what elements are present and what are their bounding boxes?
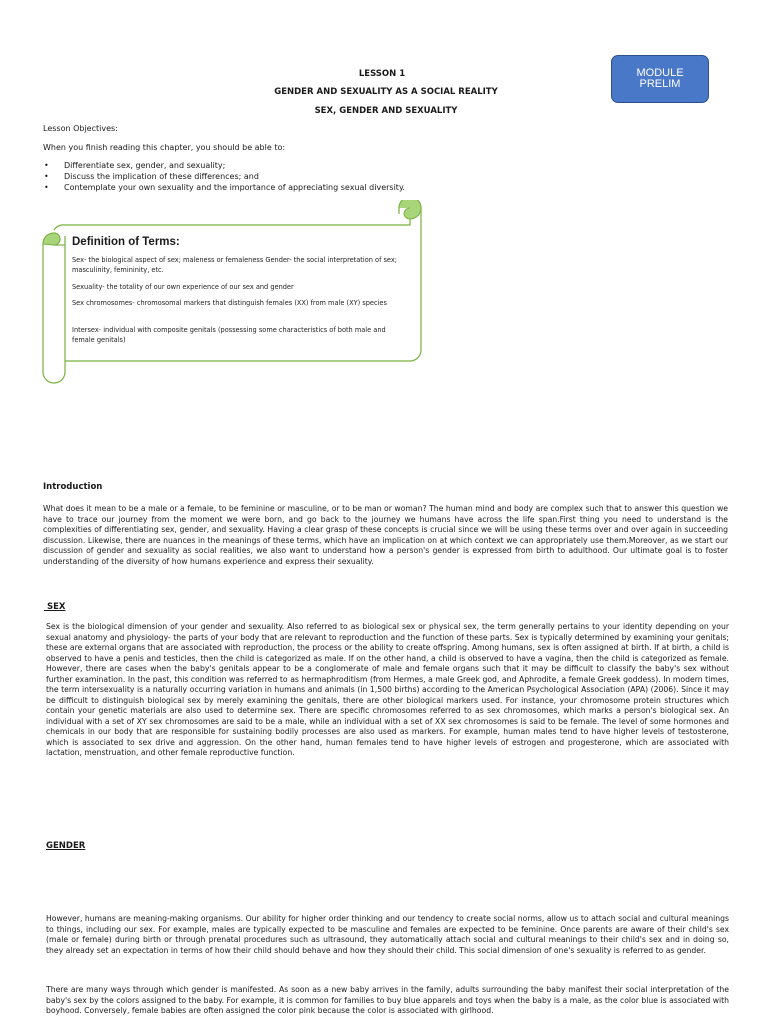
objective-item: • Contemplate your own sexuality and the importance of appreciating sexual diversity. bbox=[43, 182, 405, 193]
gender-heading: GENDER bbox=[46, 841, 86, 851]
lesson-title: GENDER AND SEXUALITY AS A SOCIAL REALITY bbox=[274, 87, 498, 97]
sex-paragraph: Sex is the biological dimension of your gender and sexuality. Also referred to as biological sex or physical sex, the term generally pertains to your identity depending on your sexual anatomy and physiology- the parts of your body that are relevant to reproduction and the function of these parts. Sex is typically determined by examining your genitals; these are external organs that are associated with reproduction, the process or the ability to create offspring. Among humans, sex is often assigned at birth. If at birth, a child is observed to have a penis and testicles, then the child is categorized as male. If on the other hand, a child is observed to have a vagina, then the child is categorized as female. However, there are cases when the baby's genitals appear to be a conglomerate of male and female organs such that it may be difficult to classify the baby's sex without further examination. In the past, this condition was referred to as hermaphroditism (from Hermes, a male Greek god, and Aphrodite, a female Greek goddess). In modern times, the term intersexuality is a naturally occurring variation in humans and animals (in 1,500 births) according to the American Psychological Association (APA) (2006). Since it may be difficult to distinguish biological sex by merely examining the genitals, there are other biological markers used. For instance, your chromosome protein structures which contain your genetic materials are also used to determine sex. There are specific chromosomes referred to as sex chromosomes, which marks a person's biological sex. An individual with a set of XY sex chromosomes are said to be a male, while an individual with a set of XX sex chromosomes is said to be female. The level of some hormones and chemicals in our body that are responsible for sustaining bodily processes are also used as markers. For example, human males tend to have higher levels of testosterone, which is associated to sex drive and aggression. On the other hand, human females tend to have higher levels of estrogen and progesterone, which are associated with lactation, menstruation, and other female reproductive function. bbox=[46, 622, 729, 757]
badge-line-1: MODULE bbox=[636, 67, 684, 79]
objectives-list bbox=[43, 160, 405, 193]
lesson-subtitle: SEX, GENDER AND SEXUALITY bbox=[314, 106, 458, 116]
objective-item: • Discuss the implication of these differences; and bbox=[43, 171, 405, 182]
badge-line-2: PRELIM bbox=[639, 78, 681, 90]
definition-item: Sexuality- the totality of our own experience of our sex and gender bbox=[72, 283, 294, 291]
introduction-heading: Introduction bbox=[43, 482, 103, 492]
objective-item: • Differentiate sex, gender, and sexuality; bbox=[43, 160, 405, 171]
introduction-paragraph: What does it mean to be a male or a female, to be feminine or masculine, or to be man or woman? The human mind and body are complex such that to answer this question we have to trace our journey from the moment we were born, and go back to the journey we humans have across the life span.First thing you need to understand is the complexities of differentiating sex, gender, and sexuality. Having a clear grasp of these concepts is crucial since we will be using these terms over and over again in succeeding discussion. Likewise, there are nuances in the meanings of these terms, which have an implication on at which context we can appropriately use them.Moreover, as we start our discussion of gender and sexuality as social realities, we also want to understand how a person's gender is expressed from birth to adulthood. Our ultimate goal is to foster understanding of the diversity of how humans experience and express their sexuality. bbox=[43, 504, 728, 566]
definition-scroll-shape bbox=[40, 200, 426, 386]
definition-item: Sex chromosomes- chromosomal markers that distinguish females (XX) from male (XY) species bbox=[72, 299, 387, 307]
definitions-title: Definition of Terms: bbox=[72, 236, 180, 248]
lesson-number: LESSON 1 bbox=[358, 69, 406, 79]
definition-item: Sex- the biological aspect of sex; maleness or femaleness Gender- the social interpretation of sex; masculinity, femininity, etc. bbox=[72, 256, 397, 274]
sex-heading: SEX bbox=[44, 602, 66, 612]
objectives-intro: When you finish reading this chapter, you should be able to: bbox=[43, 143, 286, 152]
definition-item: Intersex- individual with composite genitals (possessing some characteristics of both male and female genitals) bbox=[72, 326, 386, 344]
gender-paragraph: However, humans are meaning-making organisms. Our ability for higher order thinking and our tendency to create social norms, allow us to attach social and cultural meanings to things, including our sex. For example, males are typically expected to be masculine and females are expected to be feminine. Once parents are aware of their child's sex (male or female) during birth or through prenatal procedures such as ultrasound, they automatically attach social and cultural meanings to their child's sex and in doing so, they already set an expectation in terms of how their child should behave and how they should their child. This social dimension of one's sexuality is referred to as gender. bbox=[46, 914, 729, 955]
gender-paragraph: There are many ways through which gender is manifested. As soon as a new baby arrives in the family, adults surrounding the baby manifest their social interpretation of the baby's sex by the colors assigned to the baby. For example, it is common for families to buy blue apparels and toys when the baby is a male, as the color blue is associated with boyhood. Conversely, female babies are often assigned the color pink because the color is associated with girlhood. bbox=[46, 985, 729, 1015]
objectives-label: Lesson Objectives: bbox=[43, 124, 118, 133]
scroll-outline bbox=[40, 200, 426, 386]
